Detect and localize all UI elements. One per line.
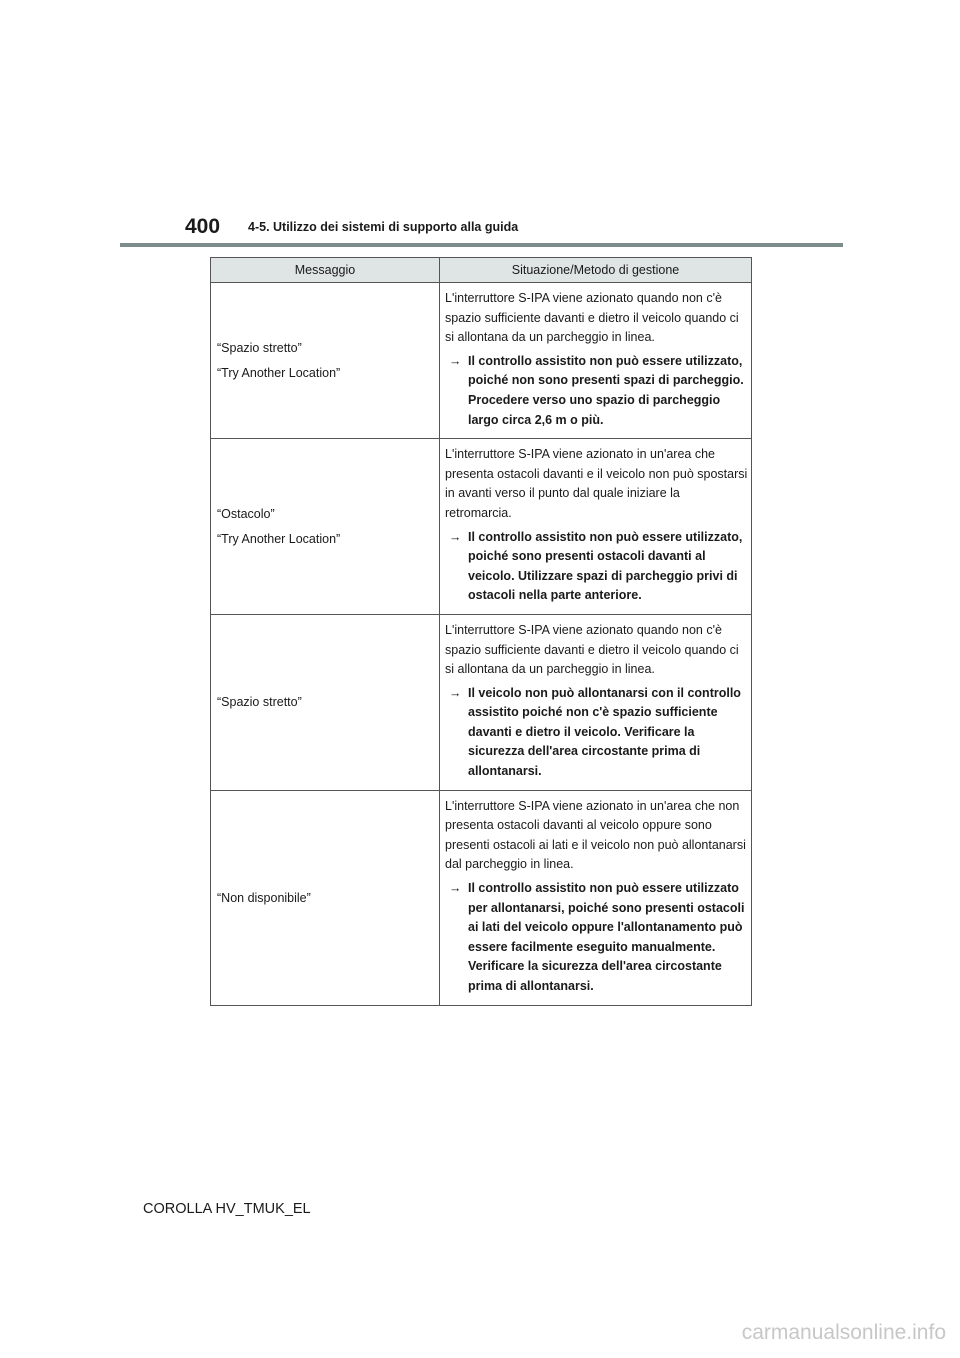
situation-text: L'interruttore S-IPA viene azionato in un'area che presenta ostacoli davanti e il veicolo non può spostarsi in avanti verso il punto dal quale iniziare la retromarcia.: [445, 447, 748, 520]
action-text: Il controllo assistito non può essere utilizzato, poiché non sono presenti spazi di parcheggio. Procedere verso uno spazio di parcheggio largo circa 2,6 m o più.: [468, 353, 744, 427]
situation-cell: [440, 439, 752, 615]
situation-text: L'interruttore S-IPA viene azionato quando non c'è spazio sufficiente davanti e dietro il veicolo quando ci si allontana da un parcheggio in linea.: [445, 622, 739, 677]
message-text: “Spazio stretto”: [217, 695, 302, 710]
action-item: [445, 879, 749, 997]
situation-text: L'interruttore S-IPA viene azionato quando non c'è spazio sufficiente davanti e dietro il veicolo quando ci si allontana da un parcheggio in linea.: [445, 291, 739, 345]
message-cell: [211, 439, 440, 615]
arrow-icon: →: [449, 529, 462, 544]
message-cell: [211, 790, 440, 1005]
action-item: [445, 352, 749, 430]
table-header-row: [211, 258, 752, 283]
action-item: [445, 684, 749, 782]
action-text: Il controllo assistito non può essere utilizzato per allontanarsi, poiché sono presenti ostacoli ai lati del veicolo oppure l'allontanamento può essere facilmente eseguito manualmente. Verificare la sicurezza dell'area circostante prima di allontanarsi.: [468, 881, 745, 993]
arrow-icon: →: [449, 353, 462, 368]
document-id: COROLLA HV_TMUK_EL: [143, 1201, 311, 1217]
watermark: carmanualsonline.info: [741, 1321, 946, 1344]
arrow-icon: →: [449, 685, 462, 700]
message-text: “Try Another Location”: [217, 532, 341, 547]
message-text: “Ostacolo”: [217, 507, 275, 522]
section-title: 4-5. Utilizzo dei sistemi di supporto alla guida: [248, 220, 519, 234]
arrow-icon: →: [449, 881, 462, 896]
action-text: Il controllo assistito non può essere utilizzato, poiché sono presenti ostacoli davanti al veicolo. Utilizzare spazi di parcheggio privi di ostacoli nella parte anteriore.: [468, 529, 743, 603]
message-text: “Spazio stretto”: [217, 341, 302, 356]
message-text: “Try Another Location”: [217, 366, 341, 381]
action-text: Il veicolo non può allontanarsi con il controllo assistito poiché non c'è spazio sufficiente davanti e dietro il veicolo. Verificare la sicurezza dell'area circostante prima di allontanarsi.: [468, 685, 741, 779]
situation-text: L'interruttore S-IPA viene azionato in un'area che non presenta ostacoli davanti al veicolo oppure sono presenti ostacoli ai lati e il veicolo non può allontanarsi dal parcheggio in linea.: [445, 798, 746, 872]
situation-cell: [440, 283, 752, 439]
column-header-message: Messaggio: [211, 258, 440, 283]
column-header-situation: Situazione/Metodo di gestione: [440, 258, 752, 283]
message-cell: [211, 614, 440, 790]
message-cell: [211, 283, 440, 439]
page-number: 400: [185, 215, 221, 238]
table-row: [211, 283, 752, 439]
action-item: [445, 528, 749, 606]
situation-cell: [440, 614, 752, 790]
table-row: [211, 439, 752, 615]
header-divider: [120, 243, 843, 247]
message-table: [210, 257, 752, 1006]
situation-cell: [440, 790, 752, 1005]
message-text: “Non disponibile”: [217, 890, 311, 905]
table-row: [211, 790, 752, 1005]
table-row: [211, 614, 752, 790]
